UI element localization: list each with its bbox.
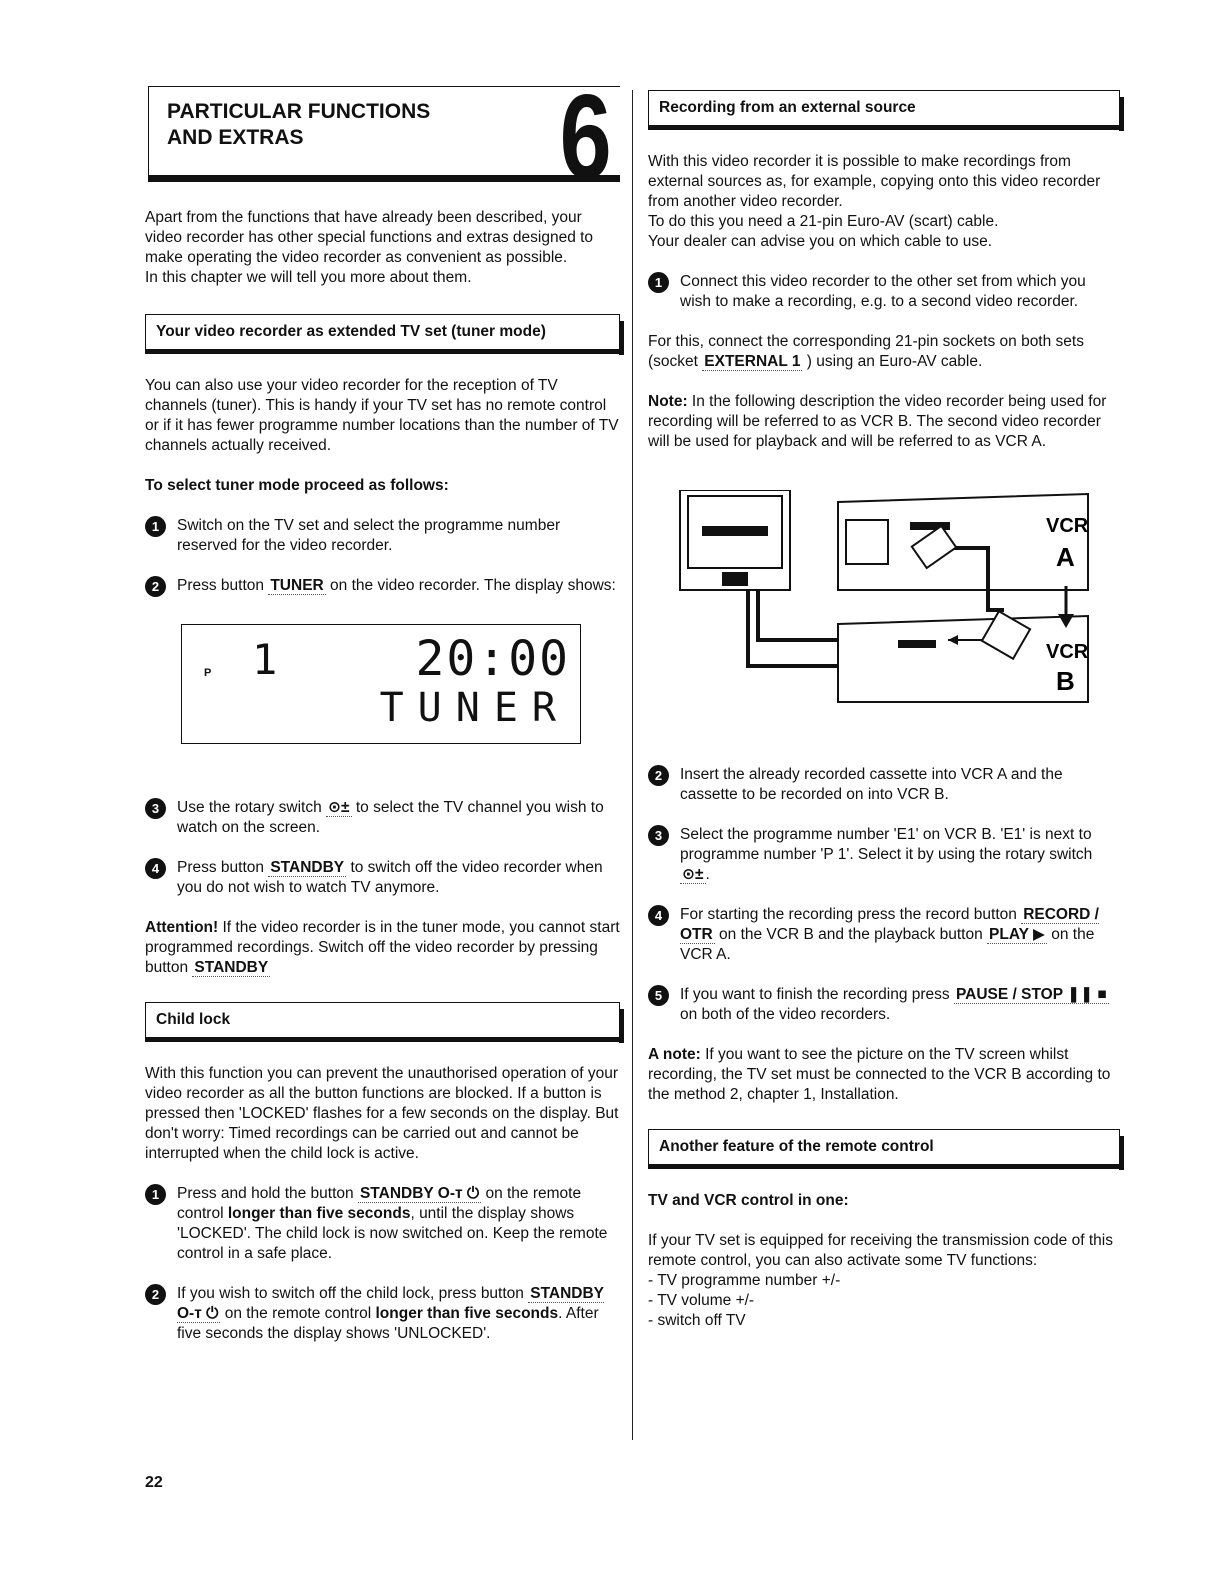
tuner-button-label: TUNER <box>270 577 324 594</box>
external-step-2 <box>648 765 1120 805</box>
vcr-a-label: VCR <box>1046 515 1089 537</box>
list-item: - TV volume +/- <box>648 1292 755 1309</box>
section-heading-child-lock: Child lock <box>145 1002 620 1042</box>
step-text: Use the rotary switch ⊙± to select the TV channel you wish to watch on the screen. <box>177 799 604 836</box>
step-text: If you wish to switch off the child lock, press button STANDBY O-ᴛ ⏻ on the remote control longer than five seconds. After five seconds the display shows 'UNLOCKED'. <box>177 1285 605 1342</box>
step-number: 5 <box>648 985 669 1006</box>
antenna-cable <box>748 590 838 666</box>
external-step-1 <box>648 272 1120 312</box>
tv-icon <box>680 490 790 590</box>
step-number: 4 <box>145 858 166 879</box>
chapter-header <box>148 70 620 204</box>
step-number: 1 <box>145 1184 166 1205</box>
step-number: 2 <box>648 765 669 786</box>
remote-subheading: TV and VCR control in one: <box>648 1192 849 1209</box>
intro-paragraph-2: In this chapter we will tell you more about them. <box>145 269 472 286</box>
step-number: 1 <box>648 272 669 293</box>
step-text: Press button STANDBY to switch off the video recorder when you do not wish to watch TV anymore. <box>177 859 603 896</box>
remote-function-list <box>648 1271 1120 1331</box>
tuner-step-3 <box>145 798 620 838</box>
vcr-b-icon <box>838 616 1089 702</box>
vcr-a-letter: A <box>1056 542 1075 572</box>
child-lock-intro: With this function you can prevent the unauthorised operation of your video recorder as all the button functions are blocked. If a button is pressed then 'LOCKED' flashes for a few seconds on the display. But don't worry: Timed recordings can be carried out and cannot be interrupted when the child lock is active. <box>145 1065 619 1162</box>
page-number: 22 <box>145 1474 163 1491</box>
step-number: 3 <box>145 798 166 819</box>
list-item: - switch off TV <box>648 1312 746 1329</box>
external-step-5 <box>648 985 1120 1025</box>
step-number: 4 <box>648 905 669 926</box>
step-text: If you want to finish the recording press PAUSE / STOP ❚❚ ■ on both of the video recorders. <box>680 986 1107 1023</box>
external-intro-1: With this video recorder it is possible to make recordings from external sources as, for example, copying onto this video recorder from another video recorder. <box>648 153 1101 210</box>
lcd-text: TUNER <box>379 685 570 731</box>
external-step-3 <box>648 825 1120 885</box>
external-a-note: A note: If you want to see the picture on the TV screen whilst recording, the TV set must be connected to the VCR B according to the method 2, chapter 1, Installation. <box>648 1046 1111 1103</box>
step-text: Switch on the TV set and select the programme number reserved for the video recorder. <box>177 517 561 554</box>
external-step-4 <box>648 905 1120 965</box>
standby-button-label: STANDBY <box>270 859 345 876</box>
section-heading-external: Recording from an external source <box>648 90 1120 130</box>
lcd-p-indicator: P <box>204 667 212 679</box>
vcr-connection-diagram <box>648 490 1120 730</box>
tuner-step-2 <box>145 576 620 596</box>
step-number: 1 <box>145 516 166 537</box>
tuner-intro: You can also use your video recorder for the reception of TV channels (tuner). This is handy if your TV set has no remote control or if it has fewer programme number locations than the number of TV channels actually received. <box>145 377 619 454</box>
step-text: For starting the recording press the record button RECORD / OTR on the VCR B and the playback button PLAY ▶ on the VCR A. <box>680 906 1099 963</box>
step-number: 3 <box>648 825 669 846</box>
step-text: Press and hold the button STANDBY O-ᴛ ⏻ on the remote control longer than five seconds, until the display shows 'LOCKED'. The child lock is now switched on. Keep the remote control in a safe place. <box>177 1185 608 1262</box>
step-number: 2 <box>145 576 166 597</box>
tuner-step-4 <box>145 858 620 898</box>
remote-intro: If your TV set is equipped for receiving the transmission code of this remote control, you can also activate some TV functions: <box>648 1232 1113 1269</box>
step-text: Press button TUNER on the video recorder. The display shows: <box>177 577 616 594</box>
vcr-b-label: VCR <box>1046 641 1089 663</box>
lcd-display <box>181 624 581 744</box>
chapter-number: 6 <box>559 70 612 204</box>
list-item: - TV programme number +/- <box>648 1272 841 1289</box>
vcr-b-letter: B <box>1056 666 1075 696</box>
lcd-time: 20:00 <box>415 631 570 687</box>
external-intro-3: Your dealer can advise you on which cable to use. <box>648 233 993 250</box>
step-text: Connect this video recorder to the other set from which you wish to make a recording, e.g. to a second video recorder. <box>680 273 1086 310</box>
child-lock-step-2 <box>145 1284 620 1344</box>
external-note: Note: In the following description the video recorder being used for recording will be referred to as VCR B. The second video recorder will be used for playback and will be referred to as VCR A. <box>648 393 1107 450</box>
scart-cable <box>758 590 838 640</box>
step-text: Select the programme number 'E1' on VCR B. 'E1' is next to programme number 'P 1'. Select it by using the rotary switch ⊙± . <box>680 826 1093 883</box>
step-number: 2 <box>145 1284 166 1305</box>
left-column <box>145 70 620 1344</box>
right-column <box>648 86 1120 1331</box>
section-heading-tuner: Your video recorder as extended TV set (tuner mode) <box>145 314 620 354</box>
rotary-switch-label: ⊙± <box>328 799 350 816</box>
external-for-this: For this, connect the corresponding 21-pin sockets on both sets (socket EXTERNAL 1 ) using an Euro-AV cable. <box>648 333 1084 370</box>
external-intro-2: To do this you need a 21-pin Euro-AV (scart) cable. <box>648 213 999 230</box>
column-divider <box>632 90 633 1440</box>
step-text: Insert the already recorded cassette into VCR A and the cassette to be recorded on into VCR B. <box>680 766 1063 803</box>
lcd-programme: 1 <box>252 635 278 684</box>
tuner-step-1 <box>145 516 620 556</box>
section-heading-remote: Another feature of the remote control <box>648 1129 1120 1169</box>
vcr-a-icon <box>838 494 1089 590</box>
attention-note: Attention! If the video recorder is in the tuner mode, you cannot start programmed recordings. Switch off the video recorder by pressing button STANDBY <box>145 919 620 976</box>
tuner-subheading: To select tuner mode proceed as follows: <box>145 477 449 494</box>
chapter-title: PARTICULAR FUNCTIONS AND EXTRAS <box>167 100 431 149</box>
child-lock-step-1 <box>145 1184 620 1264</box>
intro-paragraph: Apart from the functions that have already been described, your video recorder has other special functions and extras designed to make operating the video recorder as convenient as possible. <box>145 209 594 266</box>
